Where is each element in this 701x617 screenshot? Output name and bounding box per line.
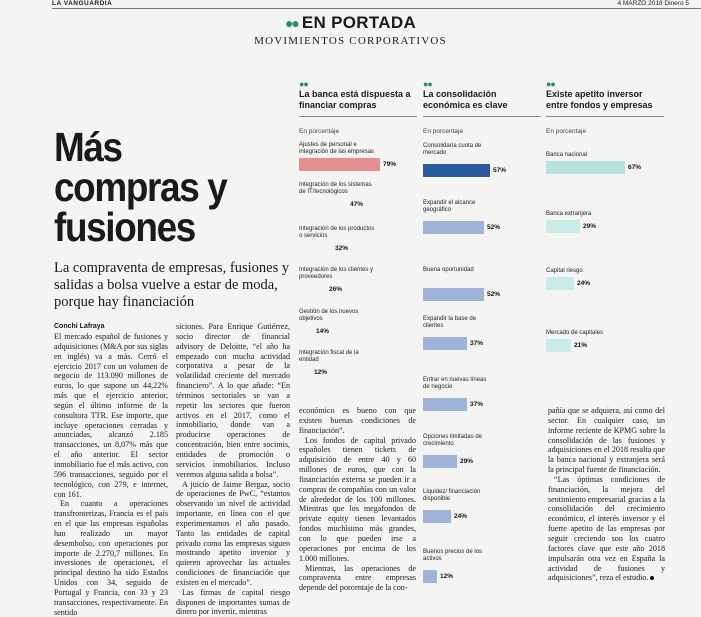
bar xyxy=(423,398,467,411)
bar-label: Liquidez/ financiación disponible xyxy=(423,489,481,502)
paragraph: económico es bueno con que existen buenas condiciones de financiación”. xyxy=(299,406,416,435)
article-column-2 xyxy=(176,322,290,617)
paragraph: Las firmas de capital riesgo disponen de importantes sumas de dinero por invertir, mientras xyxy=(176,587,290,617)
bar xyxy=(423,288,484,301)
bar-label: Banca nacional xyxy=(546,152,588,158)
bar-label: Opciones limitadas de crecimiento xyxy=(423,434,483,447)
paragraph: A juicio de Jaime Bergaz, socio de operaciones de PwC, “estamos observando un nivel de actividad importante, en línea con el que experimentamos el año pasado. Tanto las entidades de capital privado como las empresas siguen mostrando apetito inversor y quieren aprovechar las actuales condiciones de financiación que existen en el mercado”. xyxy=(176,479,290,587)
chart-title: ●● La consolidación económica es clave xyxy=(423,80,541,110)
bar-label: Integración de los sistemas de IT/tecnológicos xyxy=(299,182,372,195)
chart-bars xyxy=(423,80,541,588)
article-column-3 xyxy=(299,406,416,593)
bar-label: Ajustes de personal e integración de las empresas xyxy=(299,142,375,155)
bar-label: Buena oportunidad xyxy=(423,267,474,273)
bar-value-label: 24% xyxy=(454,513,468,520)
bar-value-label: 32% xyxy=(335,245,349,252)
bar-value-label: 67% xyxy=(628,164,642,171)
bar xyxy=(423,337,467,350)
bar-value-label: 37% xyxy=(470,401,484,408)
bar-label: Mercado de capitales xyxy=(546,330,604,336)
chart-title: ●● Existe apetito inversor entre fondos y empresas xyxy=(546,80,664,110)
bar xyxy=(546,277,574,290)
paragraph: Los fondos de capital privado españoles tienen tickets de adquisición de entre 40 y 60 millones de euros, que con la financiación externa se pueden ir a compras de compañías con un valor de alrededor de los 100 millones. Mientras que los megafondos de private equity tienen levantados fondos muchísimo más grandes, con lo que pueden irse a operaciones por encima de los 1.000 millones. xyxy=(299,435,416,563)
bar xyxy=(546,339,571,352)
bar-label: Consolidaría cuota de mercado xyxy=(423,143,482,156)
bar-value-label: 29% xyxy=(460,458,474,465)
article-headline: Más compras y fusiones xyxy=(54,124,227,250)
chart-dots-icon: ●● xyxy=(299,79,308,89)
bar xyxy=(423,455,457,468)
bar-label: Integración fiscal de la entidad xyxy=(299,350,359,363)
page-header-bar xyxy=(52,0,701,9)
bar xyxy=(546,161,625,174)
chart-dots-icon: ●● xyxy=(546,79,555,89)
bar xyxy=(299,283,326,296)
end-mark-icon xyxy=(650,576,654,580)
newspaper-name: LA VANGUARDIA xyxy=(52,0,113,7)
bar-value-label: 47% xyxy=(350,201,364,208)
paragraph: “Las óptimas condiciones de financiación, la mejora del sentimiento empresarial gracias a la consolidación del crecimiento económico, el interés inversor y el fuerte apetito de las empresas por seguir creciendo son los cuatro factores clave que este año 2018 impulsarán otra vez en España la actividad de fusiones y adquisiciones”, reza el estudio. xyxy=(548,474,665,583)
chart-apetito xyxy=(546,80,664,380)
section-subtitle: MOVIMIENTOS CORPORATIVOS xyxy=(254,35,447,47)
bar-value-label: 14% xyxy=(316,328,330,335)
chart-banca xyxy=(299,80,417,410)
bar-label: Expandir la base de clientes xyxy=(423,316,477,329)
article-byline: Conchi Lafraya xyxy=(54,323,105,330)
chart-bars xyxy=(546,80,664,380)
bar-value-label: 12% xyxy=(314,369,328,376)
bar xyxy=(546,220,580,233)
bar-value-label: 24% xyxy=(577,280,591,287)
bar-value-label: 21% xyxy=(574,342,588,349)
bar xyxy=(299,242,332,255)
paragraph: En cuanto a operaciones transfronterizas, Francia es el país en el que las empresas españolas han realizado un mayor desembolso, con operaciones por importe de 2.270,7 millones. En inversiones de operaciones, el principal destino ha sido Estados Unidos con 34, seguido de Portugal y Francia, con 33 y 23 transacciones, respectivamente. En sentido xyxy=(54,499,168,617)
paragraph: pañía que se adquiera, así como del sector. En cualquier caso, un informe reciente de KPMG sobre la consolidación de las fusiones y adquisiciones en el 2018 resalta que la banca nacional y extranjera será la principal fuente de financiación. xyxy=(548,406,665,475)
chart-bars xyxy=(299,80,417,410)
chart-consolidacion xyxy=(423,80,541,588)
bar xyxy=(423,164,490,177)
article-subhead: La compraventa de empresas, fusiones y salidas a bolsa vuelve a estar de moda, porque hay financiación xyxy=(54,260,290,310)
article-column-4 xyxy=(548,406,665,588)
bar-label: Expandir el alcance geográfico xyxy=(423,200,476,213)
bar xyxy=(299,198,347,211)
chart-dots-icon: ●● xyxy=(423,79,432,89)
bar xyxy=(299,325,313,338)
bar-label: Gestión de los nuevos objetivos xyxy=(299,309,359,322)
bar-label: Banca extranjera xyxy=(546,211,592,217)
issue-info: 4 MARZO 2018 Dinero 5 xyxy=(617,0,689,7)
bar-value-label: 79% xyxy=(383,161,397,168)
bar-value-label: 12% xyxy=(440,573,454,580)
bar xyxy=(423,221,484,234)
bar xyxy=(423,510,451,523)
chart-unit: En porcentaje xyxy=(423,128,464,135)
bar-value-label: 57% xyxy=(493,167,507,174)
bar-value-label: 26% xyxy=(329,286,343,293)
section-dots-icon: ●● xyxy=(284,15,298,31)
bar-label: Integración de los productos o servicios xyxy=(299,226,375,239)
bar-value-label: 52% xyxy=(487,224,501,231)
bar-label: Buenos precios de los activos xyxy=(423,549,483,562)
bar-label: Capital riesgo xyxy=(546,268,583,274)
bar-value-label: 37% xyxy=(470,340,484,347)
paragraph: siciones. Para Enrique Gutiérrez, socio director de financial advisory de Deloitte, “el año ha empezado con mucha actividad corporativa a pesar de la volatilidad creciente del mercado financiero”. A lo que añade: “En términos sectoriales se van a repetir los sectores que fueron activos en el 2017, como el inmobiliario, donde van a producirse operaciones de concentración, bien entre socimis, entidades de promoción o servicios inmobiliarios. Incluso veremos alguna salida a bolsa”. xyxy=(176,322,290,479)
paragraph: El mercado español de fusiones y adquisiciones (M&A por sus siglas en inglés) va a más. Cerró el ejercicio 2017 con un volumen de negocio de 113.090 millones de euros, lo que supone un 44,22% más que el ejercicio anterior, según el último informe de la consultora TTR. Ese importe, que incluye operaciones cerradas y anunciadas, alcanzó 2.185 transacciones, un 8,07% más que el año anterior. El sector inmobiliario fue el más activo, con 596 transacciones, seguido por el tecnológico, con 279, e internet, con 161. xyxy=(54,332,168,499)
chart-title: ●● La banca está dispuesta a financiar compras xyxy=(299,80,417,110)
paragraph: Mientras, las operaciones de compraventa entre empresas depende del porcentaje de la con- xyxy=(299,563,416,593)
bar xyxy=(423,570,437,583)
bar-value-label: 52% xyxy=(487,291,501,298)
bar-label: Entrar en nuevas líneas de negocio xyxy=(423,377,487,390)
bar xyxy=(299,158,380,171)
section-title: ●● EN PORTADA xyxy=(284,13,417,32)
article-column-1 xyxy=(54,332,168,617)
bar-value-label: 29% xyxy=(583,223,597,230)
chart-unit: En porcentaje xyxy=(546,128,587,135)
chart-unit: En porcentaje xyxy=(299,128,340,135)
bar-label: Integración de los clientes y proveedores xyxy=(299,267,374,280)
bar xyxy=(299,366,311,379)
